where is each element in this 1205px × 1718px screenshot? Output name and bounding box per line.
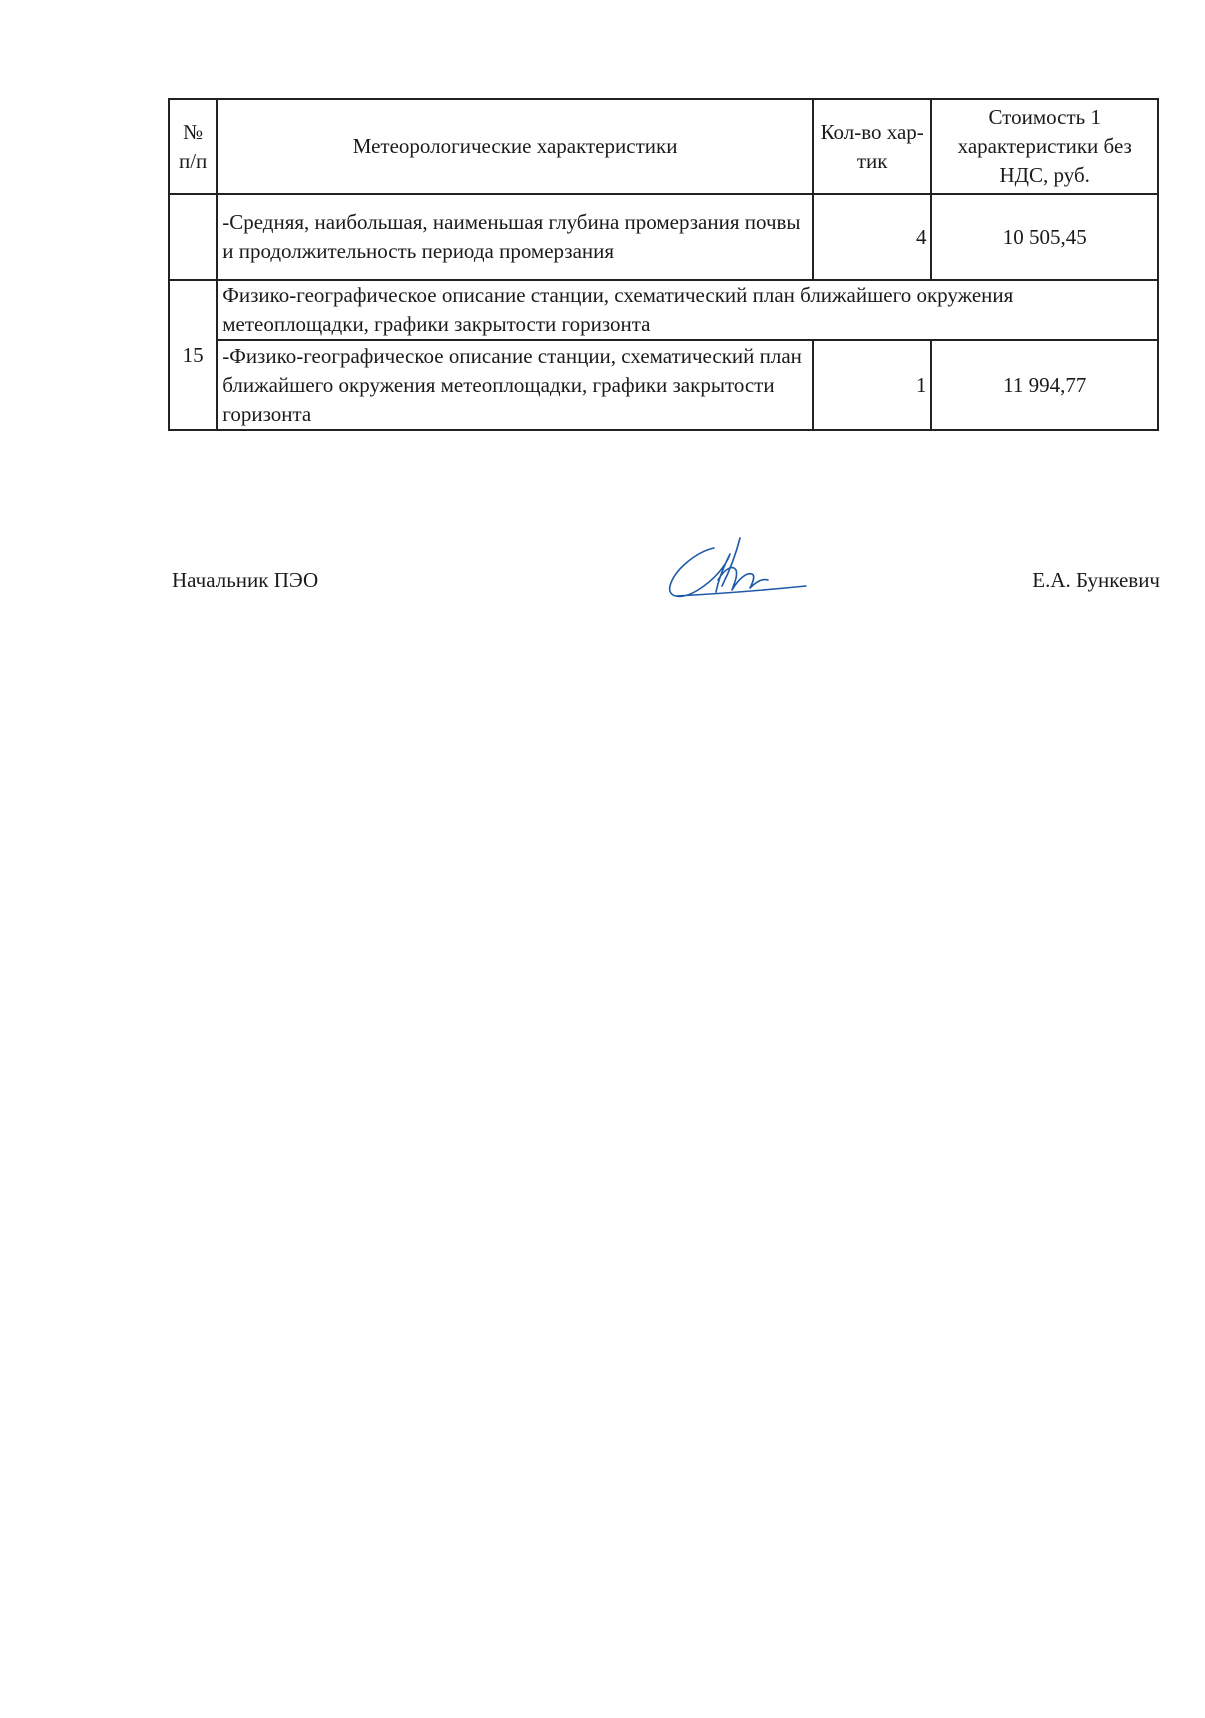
- row-count: 4: [813, 194, 932, 280]
- row-characteristic: -Физико-географическое описание станции, схематический план ближайшего окружения метеоплощадки, графики закрытости горизонта: [217, 340, 813, 430]
- cost-table: [168, 98, 1159, 431]
- row-count: 1: [813, 340, 932, 430]
- row-cost: 10 505,45: [931, 194, 1158, 280]
- row-characteristic-text: -Средняя, наибольшая, наименьшая глубина промерзания почвы и продолжительность периода промерзания: [222, 210, 801, 263]
- row-characteristic: [217, 194, 813, 280]
- table-header-row: [169, 99, 1158, 194]
- table-row: [169, 194, 1158, 280]
- header-num: № п/п: [169, 99, 217, 194]
- signatory-name: Е.А. Бункевич: [1032, 568, 1160, 592]
- signature-stroke: [670, 538, 806, 596]
- table-row-group: [169, 280, 1158, 340]
- header-characteristic: Метеорологические характеристики: [217, 99, 813, 194]
- row-num: 15: [169, 280, 217, 430]
- row-num: [169, 194, 217, 280]
- signature-block: [172, 560, 1160, 620]
- handwritten-signature: [656, 530, 816, 610]
- header-cost: Стоимость 1 характеристики без НДС, руб.: [931, 99, 1158, 194]
- row-cost: 11 994,77: [931, 340, 1158, 430]
- header-count: Кол-во хар-тик: [813, 99, 932, 194]
- row-group-title: Физико-географическое описание станции, схематический план ближайшего окружения метеоплощадки, графики закрытости горизонта: [217, 280, 1158, 340]
- signatory-role: Начальник ПЭО: [172, 568, 319, 592]
- table-row: [169, 340, 1158, 430]
